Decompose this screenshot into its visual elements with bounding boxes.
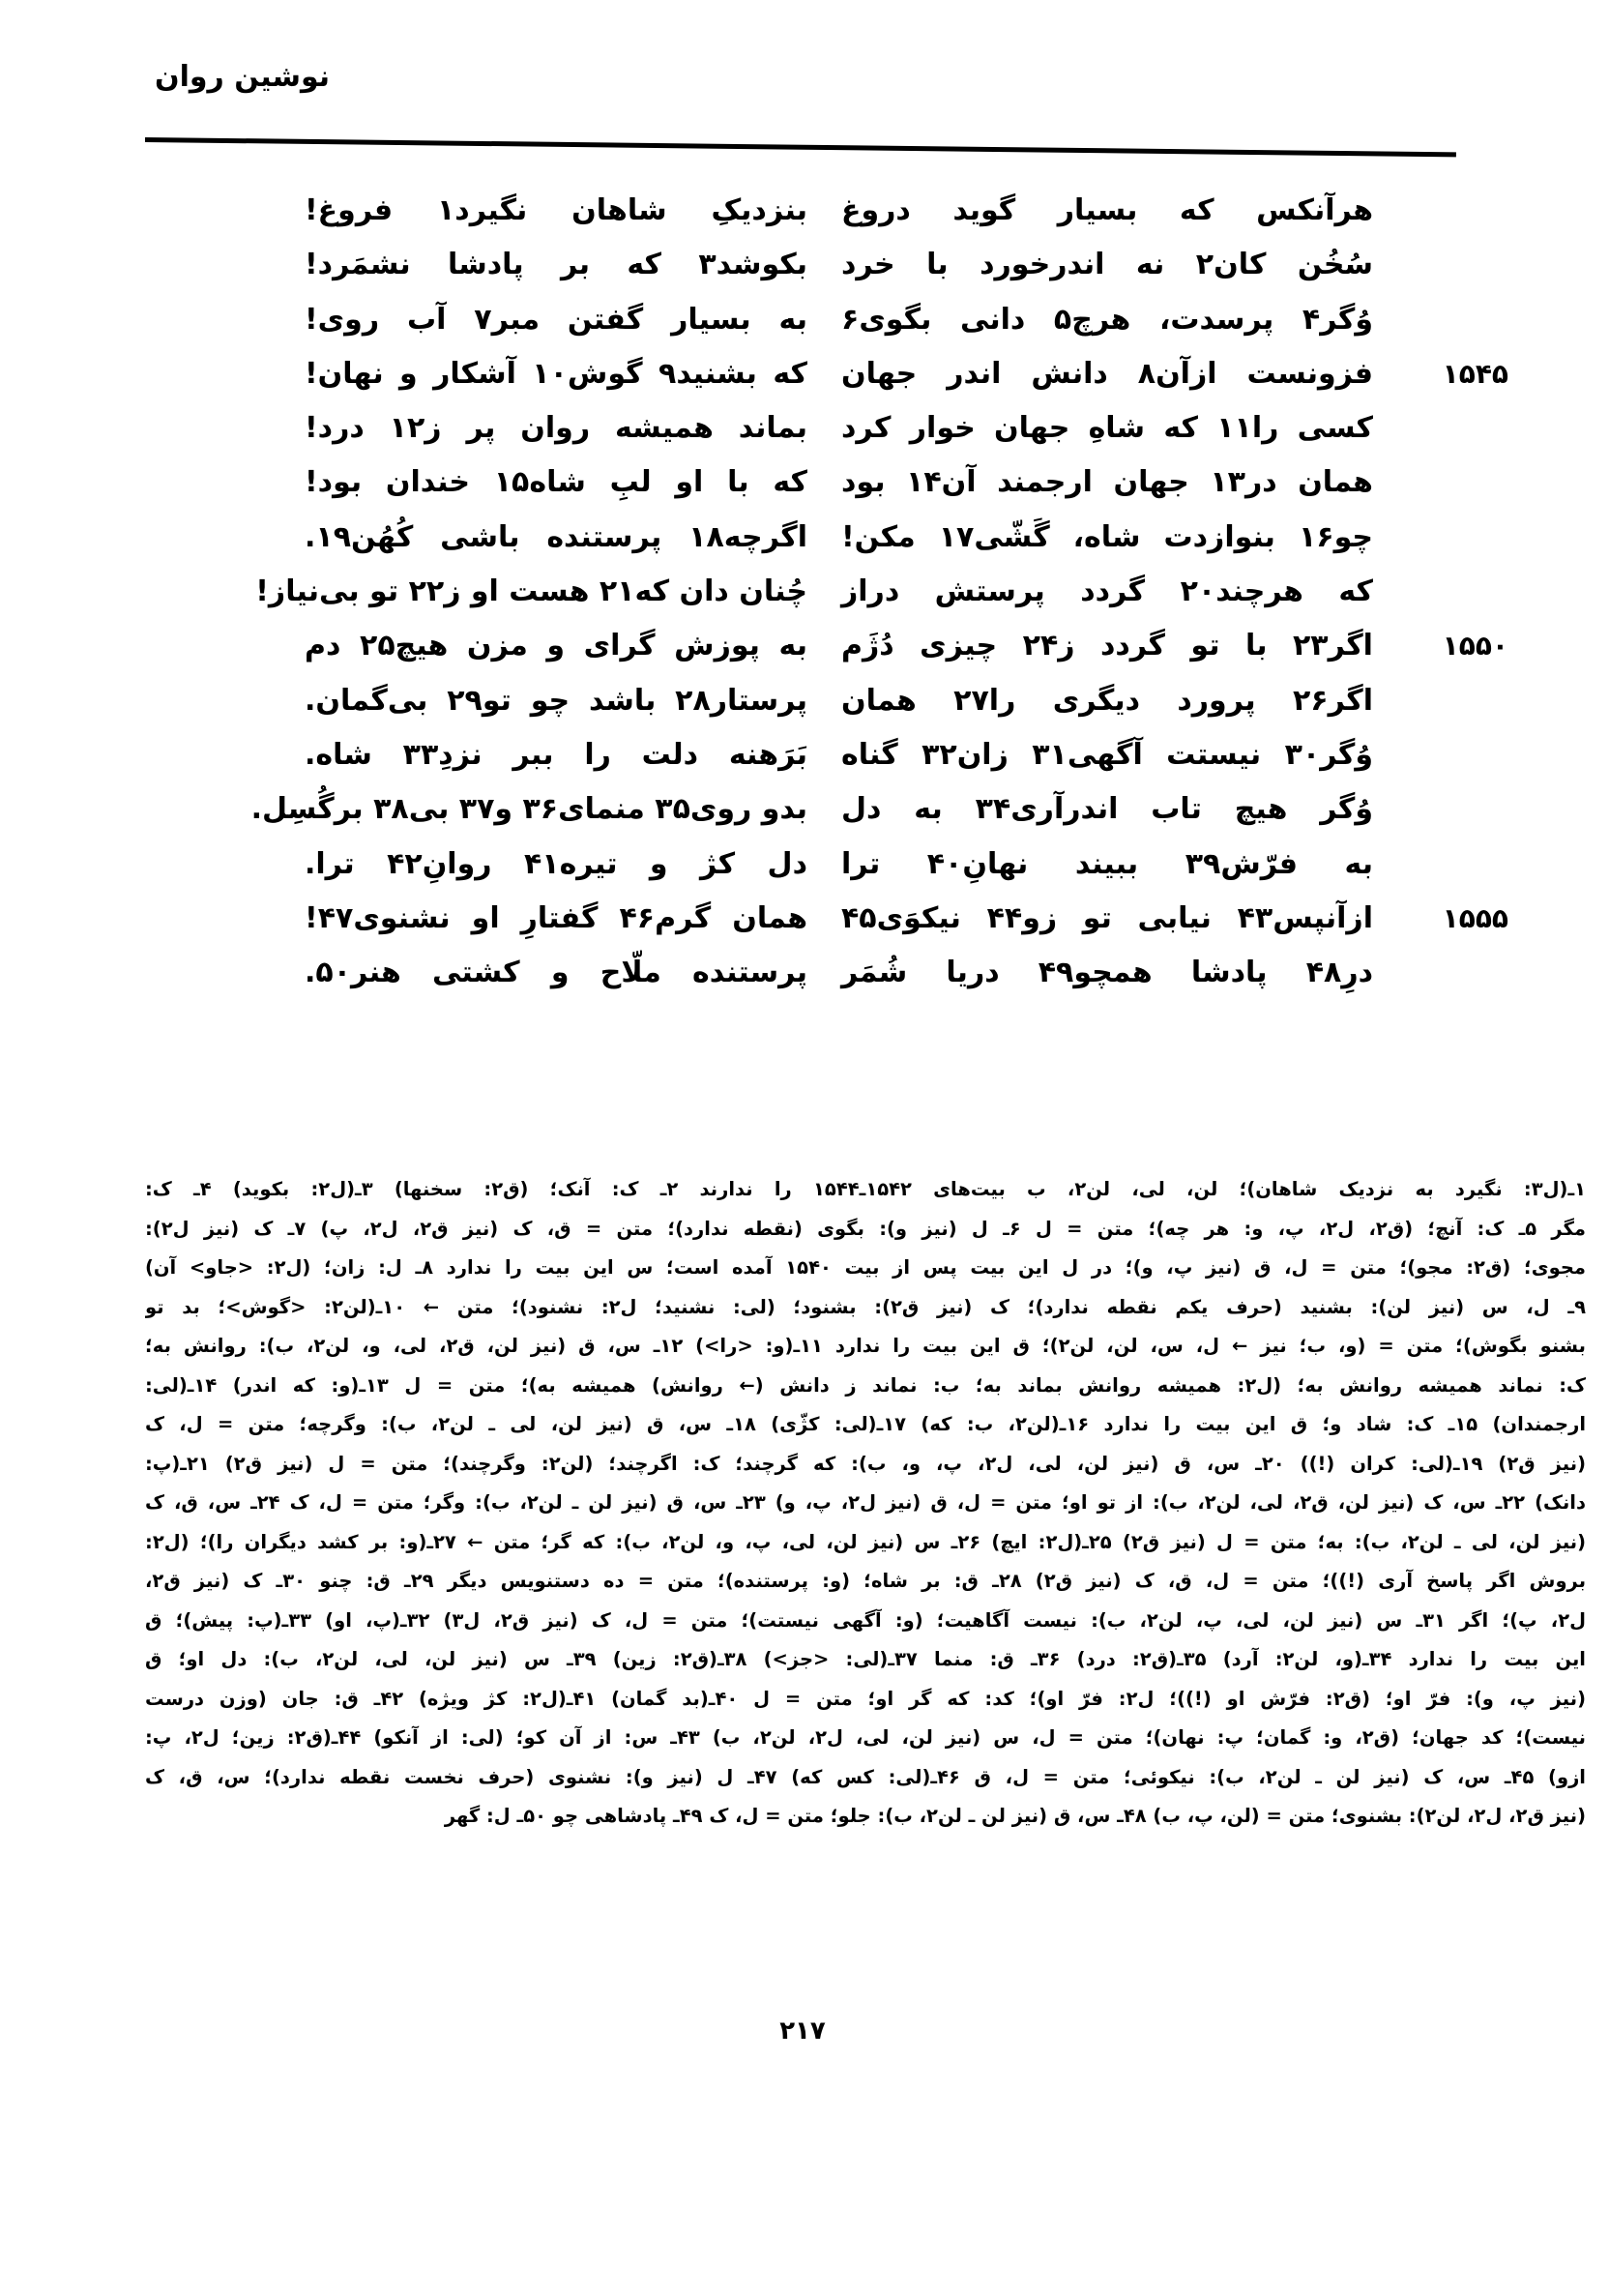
verse-line: بنزدیکِ شاهان نگیرد۱ فروغ! [305, 193, 807, 227]
footnote-line: ۱ـ(ل۳: نگیرد به نزدیک شاهان)؛ لن، لی، لن۲، ب بیت‌های ۱۵۴۲ـ۱۵۴۴ را ندارند ۲ـ ک: آنک؛ (ق۲: سخنها) ۳ـ(ل۲: بکوید) ۴ـ ک: [145, 1178, 1586, 1200]
verse-line: که بشنید۹ گوش۱۰ آشکار و نهان! [305, 356, 807, 391]
verse-line [841, 347, 1508, 401]
verse-text: وُگر۴ پرسدت، هرچ۵ دانی بگوی۶ [841, 302, 1373, 337]
verse-text: هرآنکس که بسیار گوید دروغ [841, 193, 1373, 227]
footnote-line: مگر ۵ـ ک: آنچ؛ (ق۲، ل۲، پ، و: هر چه)؛ متن = ل ۶ـ ل (نیز و): بگوی (نقطه ندارد)؛ متن = ق، ک (نیز ق۲، ل۲، پ) ۷ـ ک (نیز ل۲): [145, 1217, 1586, 1240]
verse-line [841, 293, 1508, 347]
verse-line [841, 674, 1508, 728]
verse-line: دل کژ و تیره۴۱ روانِ۴۲ ترا. [305, 846, 807, 881]
verse-line: که با او لبِ شاه۱۵ خندان بود! [305, 465, 807, 500]
footnote-line: بشنو بگوش)؛ متن = (و، ب؛ نیز ← ل، س، لن، لن۲)؛ ق این بیت را ندارد ۱۱ـ(و: <را>) ۱۲ـ س، ق (نیز لن، ق۲، لی، و، لن۲، ب): روانش به؛ [145, 1335, 1586, 1357]
footnote-line: ارجمندان) ۱۵ـ ک: شاد و؛ ق این بیت را ندارد ۱۶ـ(لن۲، ب: که) ۱۷ـ(لی: کژّی) ۱۸ـ س، ق (نیز لن، لی ـ لن۲، ب): وگرچه؛ متن = ل، ک [145, 1413, 1586, 1435]
footnote-line: دانک) ۲۲ـ س، ک (نیز لن، ق۲، لی، لن۲، ب): از تو او؛ متن = ل، ق (نیز ل۲، پ، و) ۲۳ـ س، ق (نیز لن ـ لن۲، ب): وگر؛ متن = ل، ک ۲۴ـ س، ق، ک [145, 1491, 1586, 1514]
verse-text: سُخُن کان۲ نه اندرخورد با خرد [841, 248, 1373, 282]
verse-text: فزونست ازآن۸ دانش اندر جهان [841, 356, 1373, 391]
footnote-line: ۹ـ ل، س (نیز لن): بشنید (حرف یکم نقطه ندارد)؛ ک (نیز ق۲): بشنود؛ (لی: نشنید؛ ل۲: نشنود)؛ متن ← ۱۰ـ(لن۲: <گوش>؛ بد تو [145, 1295, 1586, 1318]
footnote-line: ل۲، پ)؛ اگر ۳۱ـ س (نیز لن، لی، پ، لن۲، ب): نیست آگاهیت؛ (و: آگهی نیستت)؛ متن = ل، ک (نیز ق۲، ل۳) ۳۲ـ(پ، او) ۳۳ـ(پ: پیش)؛ ق [145, 1608, 1586, 1632]
verse-line: همان گرم۴۶ گفتارِ او نشنوی۴۷! [305, 900, 807, 935]
page-number: ۲۱۷ [779, 2016, 826, 2046]
verse-line [841, 511, 1508, 565]
verse-line [841, 946, 1508, 1000]
running-title: نوشین روان [155, 60, 331, 94]
verse-line [841, 838, 1508, 892]
verse-line: پرستار۲۸ باشد چو تو۲۹ بی‌گمان. [305, 683, 807, 718]
verse-line: پرستنده ملّاح و کشتی هنر۵۰. [305, 956, 807, 990]
verse-line [841, 184, 1508, 238]
footnote-line: بروش اگر پاسخ آری (!))؛ متن = ل، ق، ک (نیز ق۲) ۲۸ـ ق: بر شاه؛ (و: پرستنده)؛ متن = ده دستنویس دیگر ۲۹ـ ق: چنو ۳۰ـ ک (نیز ق۲، [145, 1570, 1586, 1592]
verse-text: چو۱۶ بنوازدت شاه، گَشّی۱۷ مکن! [841, 519, 1373, 554]
verse-line: اگرچه۱۸ پرستنده باشی کُهُن۱۹. [305, 519, 807, 554]
verse-line: بدو روی۳۵ منمای۳۶ و۳۷ بی۳۸ برگُسِل. [250, 792, 807, 827]
verse-line [841, 565, 1508, 619]
verse-text: وُگر۳۰ نیستت آگهی۳۱ زان۳۲ گناه [841, 737, 1373, 772]
verse-line: بکوشد۳ که بر پادشا نشمَرد! [305, 248, 807, 282]
verse-line [841, 456, 1508, 510]
verse-text: اگر۲۶ پرورد دیگری را۲۷ همان [841, 683, 1374, 718]
verse-line: به پوزش گرای و مزن هیچ۲۵ دم [305, 629, 808, 663]
verse-text: کسی را۱۱ که شاهِ جهان خوار کرد [841, 411, 1374, 446]
footnote-line: (نیز ق۲) ۱۹ـ(لی: کران (!)) ۲۰ـ س، ق (نیز لن، لی، ل۲، پ، و، ب): که گرچند؛ ک: اگرچند؛ (لن۲: وگرچند)؛ متن = ل (نیز ق۲) ۲۱ـ(پ: [145, 1452, 1586, 1475]
verse-text: وُگر هیچ تاب اندرآری۳۴ به دل [841, 792, 1373, 827]
footnote-line: ازو) ۴۵ـ س، ک (نیز لن ـ لن۲، ب): نیکوئی؛ متن = ل، ق ۴۶ـ(لی: کس که) ۴۷ـ ل (نیز و): نشنوی (حرف نخست نقطه ندارد)؛ س، ق، ک [145, 1765, 1586, 1788]
verse-line: به بسیار گفتن مبر۷ آب روی! [305, 302, 807, 337]
footnotes [145, 1170, 1586, 1837]
verse-text: به فرّش۳۹ ببیند نهانِ۴۰ ترا [841, 846, 1373, 881]
poem-body [145, 184, 1508, 1064]
verse-number: ۱۵۵۰ [1442, 630, 1508, 662]
verse-line [841, 782, 1508, 837]
verse-number: ۱۵۵۵ [1442, 901, 1508, 934]
verse-line: چُنان دان که۲۱ هست او ز۲۲ تو بی‌نیاز! [255, 574, 807, 609]
verse-text: درِ۴۸ پادشا همچو۴۹ دریا شُمَر [841, 956, 1373, 990]
verse-line [841, 238, 1508, 292]
verse-text: اگر۲۳ با تو گردد ز۲۴ چیزی دُژَم [841, 629, 1373, 663]
verse-line [841, 401, 1508, 456]
verse-line [841, 892, 1508, 946]
verse-text: که هرچند۲۰ گردد پرستش دراز [841, 574, 1373, 609]
verse-line [841, 728, 1508, 782]
poem-column-right [832, 184, 1508, 1000]
footnote-line: (نیز لن، لی ـ لن۲، ب): به؛ متن = ل (نیز ق۲) ۲۵ـ(ل۲: ایچ) ۲۶ـ س (نیز لن، لی، پ، و، لن۲، ب): که گر؛ متن ← ۲۷ـ(و: بر کشد دیگران را)؛ (ل۲: [145, 1530, 1586, 1553]
footnote-line: این بیت را ندارد ۳۴ـ(و، لن۲: آرد) ۳۵ـ(ق۲: درد) ۳۶ـ ق: منما ۳۷ـ(لی: <جز>) ۳۸ـ(ق۲: زین) ۳۹ـ س (نیز لن، لی، لن۲، ب): دل او؛ ق [145, 1648, 1586, 1670]
verse-text: همان در۱۳ جهان ارجمند آن۱۴ بود [841, 465, 1373, 500]
verse-line [841, 619, 1508, 673]
footnote-line: مجوی؛ (ق۲: مجو)؛ متن = ل، ق (نیز پ، و)؛ در ل این بیت پس از بیت ۱۵۴۰ آمده است؛ س این بیت را ندارد ۸ـ ل: زان؛ (ل۲: <جاو> آن) [145, 1256, 1586, 1279]
footnote-line: (نیز ق۲، ل۲، لن۲): بشنوی؛ متن = (لن، پ، ب) ۴۸ـ س، ق (نیز لن ـ لن۲، ب): جلو؛ متن = ل، ک ۴۹ـ پادشاهی چو ۵۰ـ ل: گهر [444, 1805, 1586, 1827]
header-rule [145, 137, 1456, 157]
verse-line: بَرَهنه دلت را ببر نزدِ۳۳ شاه. [305, 737, 807, 772]
footnote-line: (نیز پ، و): فرّ او؛ (ق۲: فرّش او (!))؛ ل۲: فرّ او)؛ کد: که گر او؛ متن = ل ۴۰ـ(بد گمان) ۴۱ـ(ل۲: کژ ویژه) ۴۲ـ ق: جان (وزن درست [145, 1687, 1586, 1710]
verse-number: ۱۵۴۵ [1442, 357, 1508, 390]
verse-line: بماند همیشه روان پر ز۱۲ درد! [305, 411, 808, 446]
poem-column-left [250, 184, 808, 1000]
footnote-line: نیست)؛ کد جهان؛ (ق۲، و: گمان؛ پ: نهان)؛ متن = ل، س (نیز لن، لی، ل۲، لن۲، ب) ۴۳ـ س: از آن کو؛ (لی: از آنکو) ۴۴ـ(ق۲: زین؛ ل۲، پ: [145, 1726, 1586, 1749]
verse-text: ازآنپس۴۳ نیابی تو زو۴۴ نیکوَی۴۵ [841, 900, 1373, 935]
footnote-line: ک: نماند همیشه روانش به؛ (ل۲: همیشه روانش بماند به؛ ب: نماند ز دانش (← روانش) همیشه به)؛ متن = ل ۱۳ـ(و: که اندر) ۱۴ـ(لی: [145, 1373, 1586, 1397]
